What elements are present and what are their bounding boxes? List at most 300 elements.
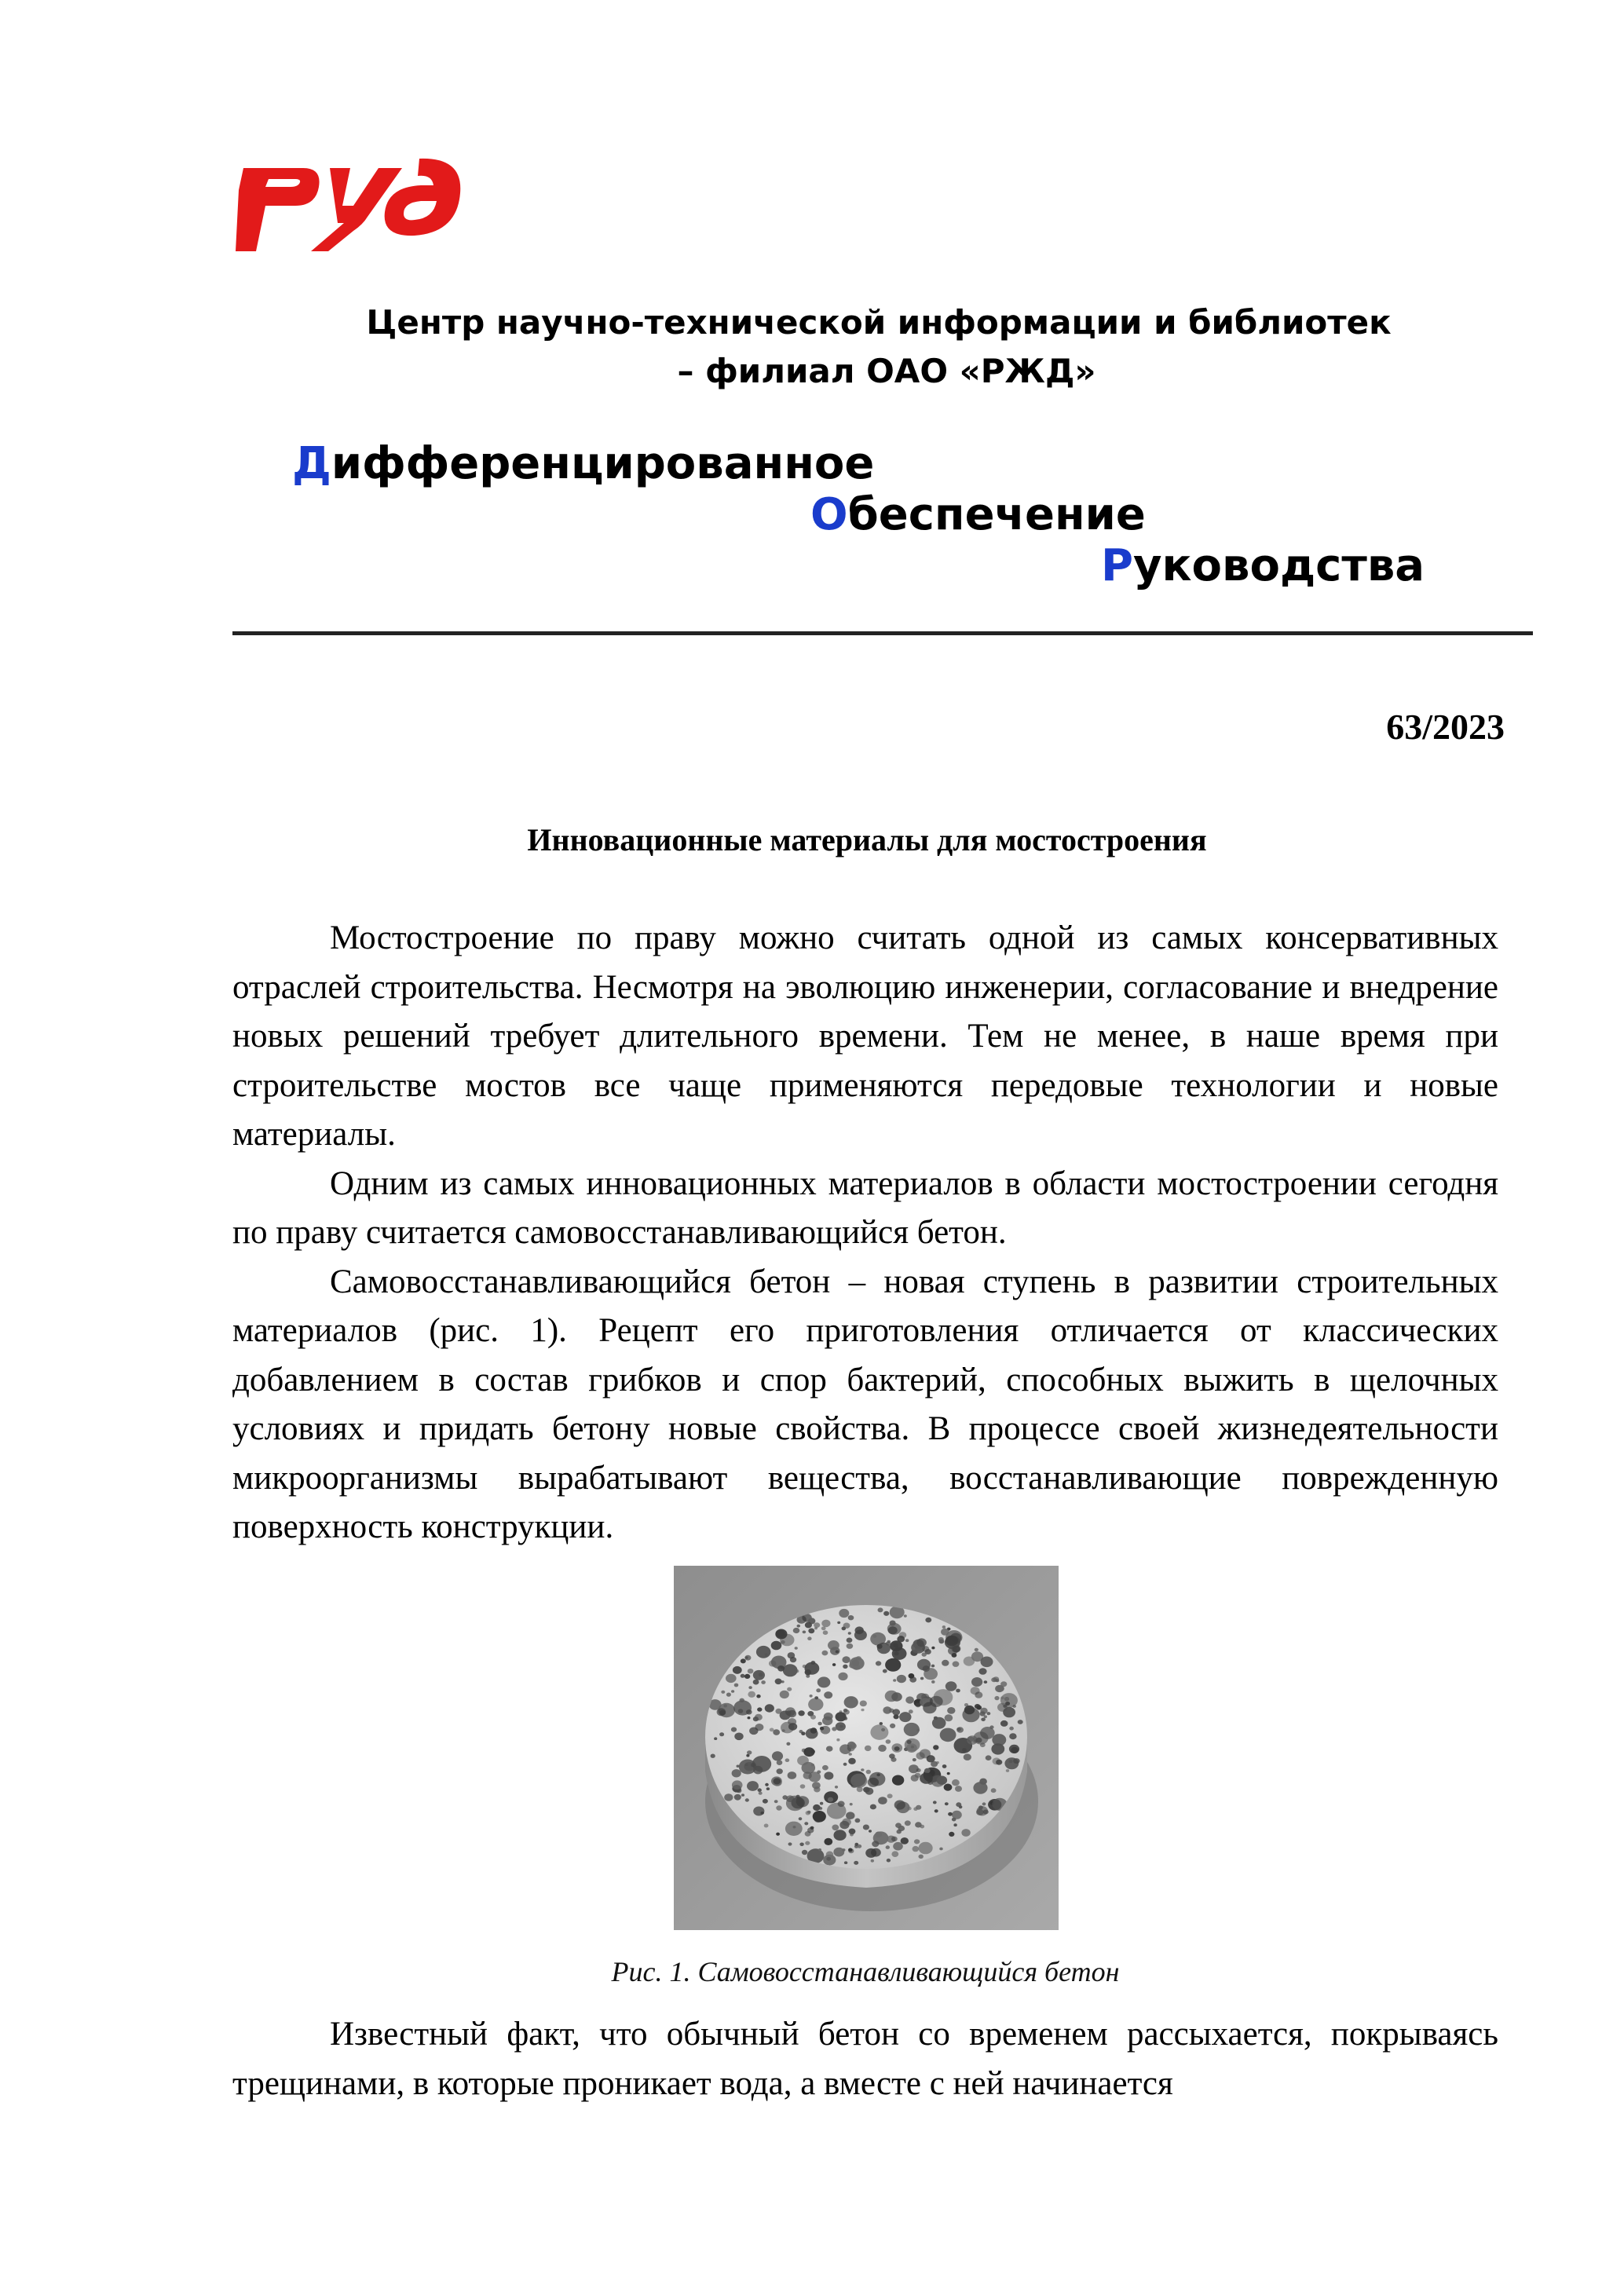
concrete-pore: [855, 1626, 864, 1634]
concrete-pore: [952, 1779, 960, 1786]
concrete-pore: [719, 1710, 726, 1716]
concrete-pore: [775, 1679, 782, 1685]
concrete-pore: [839, 1609, 849, 1618]
concrete-pore: [886, 1739, 891, 1744]
concrete-pore: [961, 1829, 970, 1837]
concrete-pore: [813, 1804, 821, 1811]
concrete-pore: [781, 1680, 785, 1683]
concrete-pore: [744, 1674, 750, 1679]
concrete-pore: [741, 1658, 746, 1663]
concrete-pore: [821, 1620, 830, 1628]
concrete-pore: [832, 1727, 836, 1731]
concrete-pore: [714, 1737, 717, 1740]
concrete-pore: [897, 1830, 902, 1834]
concrete-pore: [1005, 1702, 1010, 1706]
concrete-pore: [931, 1647, 935, 1650]
concrete-pore: [1009, 1745, 1019, 1753]
concrete-sample-photo: [674, 1566, 1059, 1930]
concrete-pore: [887, 1859, 891, 1863]
concrete-pore: [946, 1681, 957, 1691]
concrete-pore: [871, 1859, 874, 1863]
concrete-pore: [983, 1810, 989, 1815]
concrete-pore: [979, 1779, 987, 1785]
concrete-pore: [907, 1807, 912, 1811]
org-line-2: – филиал ОАО «РЖД»: [677, 352, 1096, 390]
concrete-pore: [941, 1629, 949, 1636]
concrete-pore: [938, 1637, 944, 1642]
concrete-pore: [835, 1786, 838, 1789]
concrete-pore: [753, 1807, 764, 1816]
concrete-pore: [893, 1842, 903, 1851]
concrete-pore: [836, 1722, 846, 1731]
concrete-pore: [848, 1758, 856, 1764]
concrete-pore: [1000, 1720, 1008, 1727]
concrete-pore: [868, 1778, 879, 1787]
concrete-pore: [805, 1662, 820, 1675]
concrete-pore: [826, 1746, 833, 1752]
concrete-pore: [863, 1787, 870, 1793]
concrete-pore: [945, 1714, 953, 1721]
concrete-pore: [925, 1618, 931, 1623]
concrete-pore: [906, 1743, 917, 1753]
concrete-pore: [785, 1707, 796, 1716]
concrete-pore: [891, 1692, 902, 1701]
concrete-pore: [915, 1702, 920, 1707]
concrete-pore: [850, 1657, 865, 1669]
concrete-pore: [905, 1639, 909, 1642]
concrete-pore: [785, 1822, 803, 1836]
concrete-pore: [1018, 1720, 1023, 1724]
concrete-pore: [987, 1712, 991, 1715]
concrete-pore: [732, 1780, 743, 1790]
concrete-pore: [971, 1677, 982, 1687]
dor-rest: уководства: [1133, 540, 1425, 591]
concrete-pore: [721, 1691, 725, 1694]
concrete-pore: [741, 1793, 744, 1796]
concrete-pore: [753, 1670, 765, 1680]
dor-initial: О: [810, 489, 848, 540]
concrete-pore: [748, 1717, 751, 1719]
concrete-pore: [723, 1704, 727, 1707]
concrete-pore: [996, 1760, 1002, 1765]
concrete-pore: [842, 1819, 851, 1826]
concrete-pore: [807, 1811, 811, 1814]
concrete-pore: [991, 1788, 997, 1793]
concrete-pore: [883, 1706, 891, 1713]
concrete-pore: [783, 1664, 798, 1676]
concrete-pore: [800, 1784, 806, 1789]
concrete-pore: [919, 1842, 933, 1855]
concrete-pore: [761, 1680, 766, 1684]
concrete-pore: [733, 1666, 742, 1674]
concrete-pore: [860, 1701, 867, 1707]
concrete-pore: [747, 1781, 759, 1791]
concrete-pore: [980, 1711, 986, 1716]
concrete-pore: [843, 1623, 850, 1629]
concrete-pore: [945, 1802, 949, 1805]
dor-rest: ифференцированное: [331, 438, 875, 489]
concrete-pore: [823, 1630, 828, 1635]
article-body: [232, 914, 1498, 1552]
concrete-pore: [824, 1771, 833, 1779]
concrete-pore: [848, 1848, 853, 1852]
concrete-pore: [758, 1788, 762, 1792]
dor-word-2: [810, 488, 1146, 543]
concrete-pore: [942, 1764, 947, 1768]
concrete-pore: [886, 1845, 890, 1849]
concrete-pore: [748, 1691, 755, 1698]
concrete-pore: [952, 1653, 957, 1658]
concrete-pore: [834, 1830, 847, 1841]
organization-name: [0, 298, 1624, 396]
concrete-pore: [981, 1657, 993, 1668]
concrete-pore: [847, 1643, 854, 1649]
concrete-pore: [939, 1848, 942, 1851]
concrete-pore: [933, 1801, 937, 1804]
concrete-pore: [916, 1752, 925, 1760]
concrete-pore: [886, 1641, 891, 1645]
concrete-pore: [837, 1621, 840, 1624]
concrete-pore: [772, 1751, 783, 1760]
concrete-pore: [810, 1695, 813, 1698]
concrete-pore: [922, 1652, 927, 1656]
concrete-pore: [931, 1665, 935, 1668]
concrete-pore: [883, 1669, 887, 1673]
concrete-pore: [759, 1792, 763, 1795]
concrete-pore: [887, 1793, 893, 1798]
concrete-pore: [746, 1709, 752, 1714]
concrete-pore: [914, 1839, 920, 1844]
concrete-pore: [946, 1636, 958, 1647]
concrete-pore: [888, 1626, 898, 1634]
concrete-pore: [786, 1742, 790, 1746]
concrete-pore: [975, 1648, 978, 1651]
concrete-pore: [734, 1794, 741, 1801]
concrete-pore: [807, 1827, 814, 1833]
concrete-pore: [993, 1676, 999, 1682]
concrete-pore: [764, 1824, 769, 1828]
concrete-pore: [876, 1661, 881, 1665]
concrete-pore: [731, 1690, 734, 1693]
concrete-pore: [775, 1629, 787, 1640]
concrete-pore: [836, 1651, 839, 1654]
concrete-pore: [808, 1629, 814, 1634]
concrete-pore: [916, 1638, 927, 1647]
concrete-pore: [793, 1628, 800, 1633]
concrete-pore: [850, 1774, 867, 1788]
concrete-pore: [805, 1622, 812, 1629]
concrete-pore: [978, 1808, 982, 1811]
dor-initial: Р: [1101, 540, 1134, 591]
concrete-pore: [956, 1727, 964, 1732]
concrete-pore: [766, 1787, 770, 1790]
concrete-pore: [731, 1727, 737, 1732]
concrete-pore: [776, 1833, 780, 1836]
concrete-pore: [863, 1825, 869, 1830]
concrete-pore: [788, 1723, 797, 1731]
concrete-pore: [846, 1812, 854, 1819]
concrete-pore: [1009, 1727, 1014, 1731]
concrete-pore: [890, 1621, 896, 1626]
concrete-pore: [786, 1795, 794, 1802]
concrete-pore: [920, 1825, 925, 1829]
dor-rest: беспечение: [847, 489, 1146, 540]
concrete-pore: [732, 1769, 741, 1777]
concrete-pore: [947, 1772, 950, 1775]
paragraph: Самовосстанавливающийся бетон – новая ступень в развитии строительных материалов (рис. 1). Рецепт его приготовления отличается от классических добавлением в состав грибков и спор бактерий, способных выжить в щелочных условиях и придать бетону новые свойства. В процессе своей жизнедеятельности микроорганизмы вырабатывают вещества, восстанавливающие поврежденную поверхность конструкции.: [232, 1263, 1498, 1545]
concrete-pore: [858, 1844, 862, 1848]
concrete-pore: [799, 1817, 803, 1820]
concrete-pore: [899, 1712, 911, 1722]
concrete-pore: [894, 1651, 899, 1655]
concrete-pore: [953, 1646, 960, 1653]
concrete-pore: [788, 1842, 792, 1845]
concrete-pore: [936, 1761, 939, 1764]
concrete-pore: [771, 1641, 782, 1651]
concrete-pore: [981, 1718, 986, 1722]
concrete-pore: [871, 1848, 881, 1857]
concrete-pore: [1012, 1705, 1016, 1708]
concrete-pore: [734, 1733, 743, 1741]
concrete-pore: [734, 1684, 739, 1687]
concrete-pore: [795, 1647, 798, 1649]
concrete-pore: [813, 1811, 826, 1823]
concrete-pore: [872, 1841, 879, 1847]
concrete-pore: [798, 1619, 802, 1622]
concrete-pore: [814, 1622, 820, 1628]
concrete-pore: [803, 1631, 807, 1634]
concrete-pore: [959, 1805, 963, 1808]
concrete-pore: [822, 1765, 828, 1771]
concrete-pore: [824, 1691, 832, 1698]
concrete-pore: [826, 1857, 831, 1861]
concrete-pore: [777, 1665, 785, 1672]
concrete-pore: [930, 1696, 943, 1707]
concrete-pore: [818, 1848, 821, 1851]
concrete-pore: [842, 1656, 850, 1663]
concrete-pore: [962, 1748, 967, 1752]
figure-caption: Рис. 1. Самовосстанавливающийся бетон: [611, 1956, 1120, 1987]
concrete-pore: [769, 1660, 777, 1666]
concrete-pore: [833, 1848, 844, 1857]
concrete-pore: [806, 1728, 818, 1738]
concrete-pore: [984, 1680, 988, 1684]
concrete-pore: [756, 1695, 760, 1698]
concrete-pore: [788, 1771, 797, 1779]
concrete-pore: [726, 1674, 737, 1683]
dor-initial: Д: [292, 438, 331, 489]
concrete-pore: [1009, 1733, 1016, 1739]
concrete-pore: [803, 1771, 812, 1779]
concrete-pore: [955, 1786, 962, 1792]
concrete-pore: [949, 1832, 954, 1837]
concrete-pore: [913, 1846, 920, 1852]
concrete-pore: [1009, 1760, 1013, 1763]
concrete-pore: [719, 1732, 724, 1736]
concrete-pore: [915, 1773, 921, 1778]
concrete-pore: [1006, 1769, 1009, 1772]
org-line-1: Центр научно-технической информации и библиотек: [366, 303, 1392, 342]
concrete-pore: [1004, 1757, 1019, 1769]
concrete-pore: [916, 1805, 921, 1810]
concrete-pore: [765, 1783, 769, 1786]
concrete-pore: [838, 1673, 847, 1680]
concrete-pore: [891, 1851, 898, 1857]
concrete-pore: [942, 1625, 946, 1629]
concrete-pore: [740, 1698, 744, 1702]
paragraph: Мостостроение по праву можно считать одной из самых консервативных отраслей строительства. Несмотря на эволюцию инженерии, согласование и внедрение новых решений требует длительного времени. Тем не менее, в наше время при строительстве мостов все чаще применяются передовые технологии и новые материалы.: [232, 919, 1498, 1153]
concrete-pore: [797, 1625, 801, 1628]
concrete-pore: [850, 1834, 854, 1837]
concrete-pore: [820, 1802, 823, 1805]
concrete-pore: [810, 1715, 816, 1720]
concrete-pore: [932, 1717, 946, 1729]
concrete-pore: [916, 1768, 921, 1772]
concrete-pore: [828, 1640, 839, 1651]
concrete-pore: [944, 1784, 953, 1791]
concrete-pore: [866, 1770, 871, 1775]
concrete-pore: [1004, 1697, 1009, 1702]
concrete-pore: [850, 1803, 853, 1805]
concrete-pore: [1000, 1697, 1004, 1700]
concrete-pore: [753, 1680, 759, 1685]
concrete-pore: [843, 1665, 847, 1669]
concrete-pore: [986, 1755, 992, 1760]
concrete-pore: [901, 1837, 909, 1844]
concrete-pore: [989, 1725, 993, 1728]
concrete-pore: [975, 1691, 982, 1698]
concrete-pore: [787, 1687, 792, 1691]
concrete-pore: [816, 1688, 821, 1692]
concrete-pore: [855, 1819, 861, 1823]
concrete-pore: [913, 1758, 916, 1761]
concrete-pore: [817, 1722, 821, 1726]
concrete-pore: [956, 1689, 960, 1693]
concrete-pore: [878, 1745, 887, 1752]
concrete-pore: [952, 1811, 962, 1819]
concrete-pore: [785, 1758, 790, 1762]
concrete-pore: [814, 1696, 818, 1699]
concrete-pore: [774, 1778, 781, 1784]
concrete-pore: [953, 1662, 960, 1667]
concrete-pore: [817, 1676, 831, 1687]
concrete-pore: [870, 1724, 888, 1740]
concrete-pore: [847, 1638, 853, 1643]
concrete-pore: [920, 1677, 924, 1680]
concrete-pore: [942, 1660, 949, 1666]
concrete-pore: [984, 1715, 987, 1718]
concrete-pore: [890, 1724, 895, 1728]
concrete-pore: [947, 1707, 955, 1714]
concrete-pore: [765, 1704, 774, 1712]
concrete-pore: [843, 1763, 847, 1766]
concrete-pore: [861, 1709, 864, 1711]
concrete-pore: [872, 1635, 876, 1638]
concrete-pore: [924, 1668, 938, 1680]
concrete-pore: [885, 1658, 901, 1672]
concrete-pore: [808, 1698, 823, 1710]
concrete-pore: [931, 1680, 935, 1684]
issue-number: 63/2023: [1386, 707, 1505, 747]
concrete-pore: [828, 1797, 833, 1802]
concrete-pore: [904, 1614, 907, 1617]
concrete-pore: [982, 1802, 986, 1805]
concrete-pore: [838, 1801, 845, 1808]
concrete-pore: [878, 1607, 883, 1612]
concrete-pore: [774, 1800, 778, 1803]
concrete-pore: [780, 1691, 789, 1698]
concrete-pore: [916, 1729, 920, 1732]
concrete-pore: [870, 1804, 876, 1810]
concrete-pore: [964, 1706, 975, 1714]
concrete-pore: [897, 1675, 906, 1683]
concrete-pore: [861, 1768, 864, 1771]
concrete-pore: [1003, 1707, 1015, 1717]
concrete-pore: [757, 1707, 762, 1711]
concrete-pore: [891, 1837, 898, 1842]
concrete-pore: [747, 1750, 752, 1754]
dor-word-1: [292, 437, 874, 492]
concrete-pore: [948, 1812, 953, 1816]
header-divider: [232, 631, 1533, 635]
concrete-pore: [822, 1651, 828, 1656]
concrete-pore: [937, 1776, 947, 1785]
concrete-pore: [978, 1668, 986, 1675]
concrete-pore: [920, 1773, 933, 1784]
paragraph: Одним из самых инновационных материалов в области мостостроении сегодня по праву считается самовосстанавливающийся бетон.: [232, 1164, 1498, 1251]
concrete-pore: [848, 1632, 851, 1634]
concrete-pore: [790, 1657, 796, 1662]
rzd-logo: [236, 154, 463, 253]
concrete-pore: [890, 1640, 902, 1651]
concrete-pore: [964, 1753, 971, 1760]
concrete-pore: [745, 1798, 749, 1801]
concrete-pore: [748, 1669, 754, 1673]
concrete-pore: [798, 1710, 804, 1716]
concrete-pore: [802, 1850, 807, 1855]
concrete-pore: [844, 1861, 847, 1864]
concrete-pore: [909, 1709, 913, 1713]
concrete-pore: [848, 1615, 854, 1620]
article-title: Инновационные материалы для мостостроения: [527, 822, 1207, 857]
concrete-pore: [739, 1760, 756, 1775]
article-body-continued: [232, 2010, 1498, 2108]
concrete-pore: [803, 1747, 814, 1757]
concrete-pore: [997, 1685, 1004, 1692]
concrete-pore: [994, 1696, 999, 1700]
concrete-pore: [836, 1738, 839, 1742]
concrete-pore: [812, 1782, 821, 1789]
concrete-pore: [869, 1830, 872, 1832]
concrete-pore: [726, 1693, 731, 1697]
concrete-pore: [919, 1855, 924, 1859]
concrete-pore: [804, 1822, 808, 1825]
concrete-pore: [905, 1820, 911, 1826]
concrete-pore: [878, 1797, 887, 1804]
concrete-pore: [744, 1655, 751, 1661]
concrete-pore: [711, 1754, 715, 1758]
concrete-pore: [755, 1724, 763, 1731]
concrete-pore: [893, 1679, 896, 1682]
concrete-pore: [892, 1775, 904, 1786]
concrete-pore: [850, 1697, 853, 1700]
concrete-pore: [782, 1729, 785, 1732]
concrete-pore: [953, 1823, 956, 1826]
concrete-pore: [776, 1805, 781, 1810]
concrete-pore: [848, 1745, 852, 1748]
concrete-pore: [748, 1686, 752, 1689]
concrete-pore: [849, 1753, 852, 1756]
